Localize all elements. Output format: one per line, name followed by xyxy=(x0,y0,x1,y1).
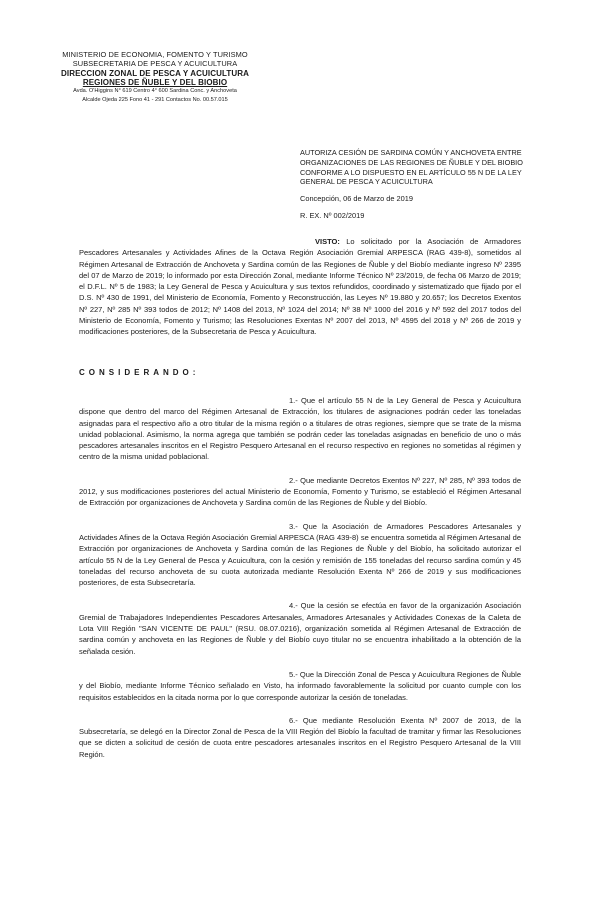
letterhead-line: Avda. O'Higgins N° 619 Centro 4° 600 Sardina Conc. y Anchoveta xyxy=(73,88,237,95)
considerando-item: 2.- Que mediante Decretos Exentos Nº 227, Nº 285, Nº 393 todos de 2012, y sus modificaciones posteriores del actual Ministerio de Economía, Fomento y Turismo, se estableció el Régimen Artesanal de Extracción por organizaciones de Anchoveta y Sardina común de las Regiones de Ñuble y del Biobío. xyxy=(79,475,521,508)
letterhead-line: MINISTERIO DE ECONOMIA, FOMENTO Y TURISMO xyxy=(62,50,248,59)
letterhead xyxy=(60,50,250,106)
considerando-heading: CONSIDERANDO: xyxy=(79,367,200,377)
visto-text: Lo solicitado por la Asociación de Armadores Pescadores Artesanales y Actividades Afines de la Octava Región Asociación Gremial ARPESCA (RAG 439-8), sometidos al Régimen Artesanal de Extracción de Anchoveta y Sardina común de las Regiones de Ñuble y del Biobío mediante ingreso Nº 2395 del 07 de Marzo de 2019; lo informado por esta Dirección Zonal, mediante Informe Técnico Nº 23/2019, de fecha 06 Marzo de 2019; el D.F.L. Nº 5 de 1983; la Ley General de Pesca y Acuicultura y sus textos refundidos, coordinado y sistematizado que fijado por el D.S. Nº 430 de 1991, del Ministerio de Economía, Fomento y Reconstrucción, las Leyes Nº 19.880 y 20.657; los Decretos Exentos Nº 227, Nº 285 Nº 393 todos de 2012; Nº 1408 del 2013, Nº 1024 del 2014; Nº 38 Nº 1000 del 2016 y Nº 592 del 2017 todos del Ministerio de Economía, Fomento y Turismo; las Resoluciones Exentas Nº 2007 del 2013, Nº 4595 del 2018 y Nº 266 de 2019 y modificaciones posteriores, de la Subsecretaria de Pesca y Acuicultura. xyxy=(79,237,521,337)
letterhead-line: SUBSECRETARIA DE PESCA Y ACUICULTURA xyxy=(72,59,238,69)
place-date: Concepción, 06 de Marzo de 2019 xyxy=(300,194,413,203)
considerando-item: 4.- Que la cesión se efectúa en favor de la organización Asociación Gremial de Trabajadores Independientes Pescadores Artesanales, Armadores Artesanales y Actividades Conexas de la Caleta de Lota VIII Región "SAN VICENTE DE PAUL" (RSU. 08.07.0216), organización sometida al Régimen Artesanal de Extracción de sardina común y anchoveta en las Regiones de Ñuble y del Biobío cuyo titular no se encuentra inhabilitado a la obtención de la señalada cesión. xyxy=(79,601,521,656)
considerando-item: 3.- Que la Asociación de Armadores Pescadores Artesanales y Actividades Afines de la Octava Región Asociación Gremial ARPESCA (RAG 439-8) se encuentra sometida al Régimen Artesanal de Extracción por organizaciones de Anchoveta y Sardina común de las Regiones de Ñuble y del Biobío, ha solicitado autorizar el artículo 55 N de la Ley General de Pesca y Acuicultura, con la cesión y remisión de 155 toneladas del recurso sardina común y 45 toneladas del recurso anchoveta de su cuota autorizada mediante Resolución Exenta Nº 266 de 2019 y sus modificaciones posteriores, de esta Subsecretaría. xyxy=(79,521,521,588)
letterhead-line: REGIONES DE ÑUBLE Y DEL BIOBIO xyxy=(82,77,228,87)
considerando-item: 1.- Que el artículo 55 N de la Ley General de Pesca y Acuicultura dispone que dentro del marco del Régimen Artesanal de Extracción, los titulares de asignaciones podrán ceder las toneladas asignadas para el respectivo año a otro titular de la misma región o a titulares de otras regiones, siempre que se trate de la misma unidad poblacional. Asimismo, la norma agrega que también se podrán ceder las toneladas asignadas en beneficio de uno o más pescadores artesanales inscritos en el Registro Pesquero Artesanal en el recurso respectivo en regiones no sometidas al régimen y centro de la misma unidad poblacional. xyxy=(79,395,521,462)
resolution-body xyxy=(79,236,521,772)
visto-label: VISTO: xyxy=(315,237,340,246)
visto-paragraph xyxy=(79,236,521,338)
letterhead-line: DIRECCION ZONAL DE PESCA Y ACUICULTURA xyxy=(61,68,249,78)
letterhead-line: Alcalde Ojeda 225 Fono 41 - 291 Contactos No. 00.57.015 xyxy=(82,97,228,104)
considerando-item: 6.- Que mediante Resolución Exenta Nº 2007 de 2013, de la Subsecretaría, se delegó en la Director Zonal de Pesca de la VIII Región del Biobío la facultad de tramitar y firmar las Resoluciones que se dicten a solicitud de cesión de cuota entre pescadores artesanales inscritos en el Registro Pesquero Artesanal de la VIII Región. xyxy=(79,715,521,759)
considerando-item: 5.- Que la Dirección Zonal de Pesca y Acuicultura Regiones de Ñuble y del Biobío, mediante Informe Técnico señalado en Visto, ha informado favorablemente la solicitud por cuanto cumple con los requisitos establecidos en la citada norma por lo que corresponde autorizar la cesión de toneladas. xyxy=(79,669,521,702)
resolution-number: R. EX. Nº 002/2019 xyxy=(300,211,365,220)
resolution-subject: AUTORIZA CESIÓN DE SARDINA COMÚN Y ANCHOVETA ENTRE ORGANIZACIONES DE LAS REGIONES DE ÑUBLE Y DEL BIOBIO CONFORME A LO DISPUESTO EN EL ARTÍCULO 55 N DE LA LEY GENERAL DE PESCA Y ACUICULTURA xyxy=(300,148,523,187)
